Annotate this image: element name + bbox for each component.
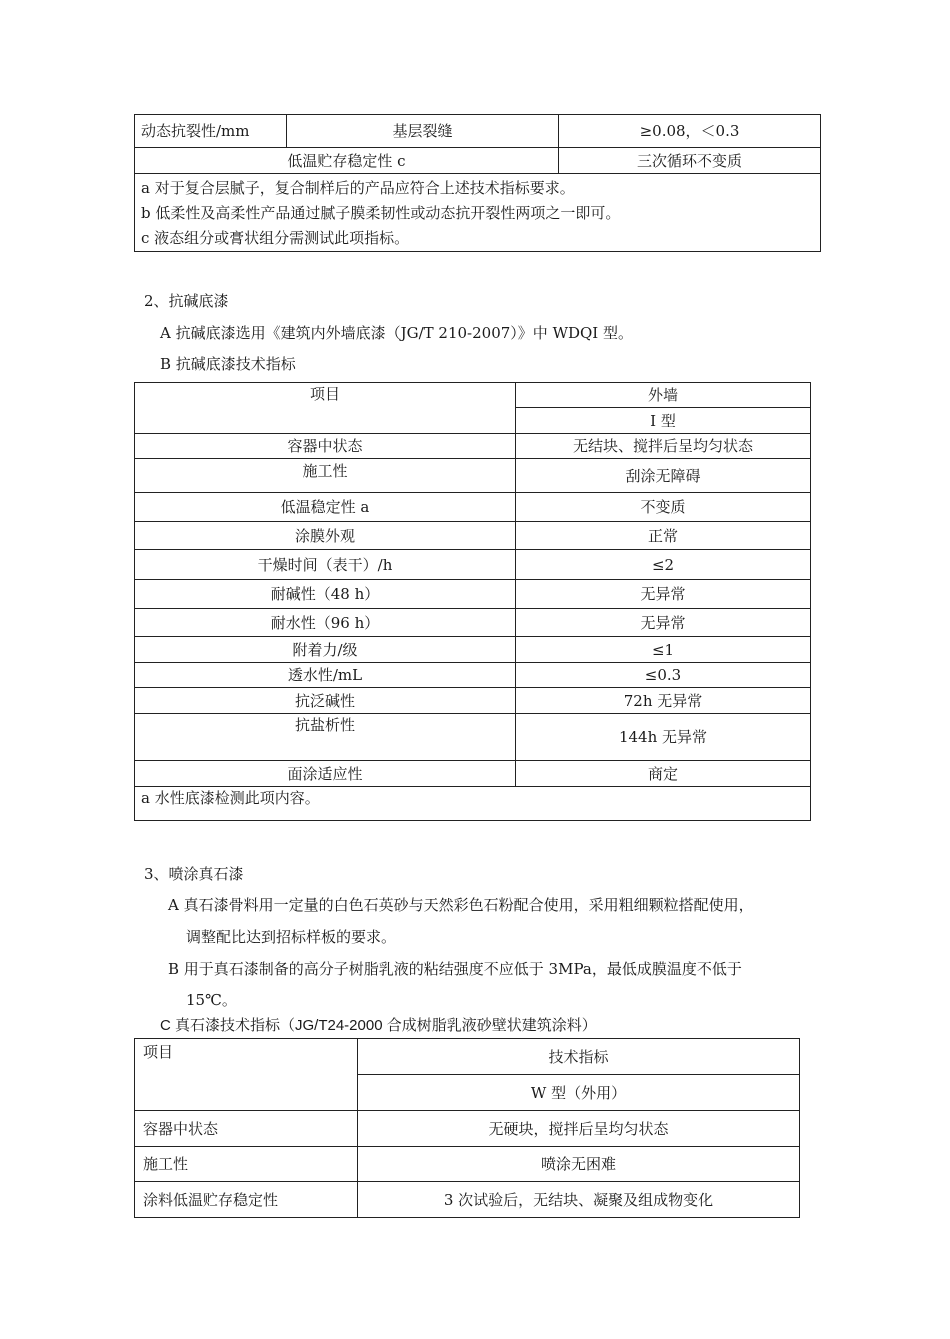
table-row bbox=[135, 1111, 800, 1147]
table-putty-tail bbox=[134, 114, 821, 252]
table-cell: 施工性 bbox=[135, 1147, 358, 1182]
table-row bbox=[135, 148, 821, 174]
table-row bbox=[135, 459, 811, 493]
note-line: c 液态组分或膏状组分需测试此项指标。 bbox=[141, 229, 410, 247]
table-primer-specs bbox=[134, 382, 811, 821]
table-cell: 面涂适应性 bbox=[135, 761, 516, 787]
paragraph: 15℃。 bbox=[186, 991, 237, 1009]
notes-cell bbox=[135, 174, 821, 252]
paragraph: 调整配比达到招标样板的要求。 bbox=[186, 928, 397, 946]
table-header-item: 项目 bbox=[135, 1039, 358, 1111]
table-cell: 附着力/级 bbox=[135, 637, 516, 663]
paragraph: B 用于真石漆制备的高分子树脂乳液的粘结强度不应低于 3MPa，最低成膜温度不低于 bbox=[168, 960, 742, 978]
table-row bbox=[135, 688, 811, 714]
table-cell: 无硬块，搅拌后呈均匀状态 bbox=[358, 1111, 800, 1147]
table-row bbox=[135, 174, 821, 252]
table-row bbox=[135, 1182, 800, 1218]
table-row bbox=[135, 580, 811, 609]
table-cell: 施工性 bbox=[135, 459, 516, 493]
table-cell: 不变质 bbox=[516, 493, 811, 522]
table-row bbox=[135, 637, 811, 663]
table-cell: ≤1 bbox=[516, 637, 811, 663]
table-cell: 涂膜外观 bbox=[135, 522, 516, 550]
table-stone-paint-specs bbox=[134, 1038, 800, 1218]
paragraph: B 抗碱底漆技术指标 bbox=[160, 355, 296, 373]
table-row bbox=[135, 761, 811, 787]
table-header-type: I 型 bbox=[516, 408, 811, 434]
table-cell: 基层裂缝 bbox=[287, 115, 559, 148]
table-cell: 容器中状态 bbox=[135, 434, 516, 459]
table-cell: 容器中状态 bbox=[135, 1111, 358, 1147]
table-cell: 3 次试验后，无结块、凝聚及组成物变化 bbox=[358, 1182, 800, 1218]
table-row bbox=[135, 493, 811, 522]
table-cell: 低温贮存稳定性 c bbox=[135, 148, 559, 174]
table-row bbox=[135, 663, 811, 688]
section-heading: 2、抗碱底漆 bbox=[144, 292, 229, 310]
table-cell: 144h 无异常 bbox=[516, 714, 811, 761]
table-cell: 无异常 bbox=[516, 580, 811, 609]
note-line: a 对于复合层腻子，复合制样后的产品应符合上述技术指标要求。 bbox=[141, 179, 575, 197]
table-header-item: 项目 bbox=[135, 383, 516, 434]
table-cell: 耐碱性（48 h） bbox=[135, 580, 516, 609]
paragraph: C 真石漆技术指标（JG/T24-2000 合成树脂乳液砂壁状建筑涂料） bbox=[160, 1017, 597, 1034]
section-heading: 3、喷涂真石漆 bbox=[144, 865, 244, 883]
table-row bbox=[135, 787, 811, 821]
table-row bbox=[135, 522, 811, 550]
table-header-group: 技术指标 bbox=[358, 1039, 800, 1075]
table-header-type: W 型（外用） bbox=[358, 1075, 800, 1111]
note-line: b 低柔性及高柔性产品通过腻子膜柔韧性或动态抗开裂性两项之一即可。 bbox=[141, 204, 621, 222]
table-cell: 三次循环不变质 bbox=[559, 148, 821, 174]
table-cell: 正常 bbox=[516, 522, 811, 550]
table-row bbox=[135, 1147, 800, 1182]
table-cell: 低温稳定性 a bbox=[135, 493, 516, 522]
table-row bbox=[135, 550, 811, 580]
table-cell: 72h 无异常 bbox=[516, 688, 811, 714]
paragraph: A 抗碱底漆选用《建筑内外墙底漆（JG/T 210-2007）》中 WDQI 型。 bbox=[160, 324, 634, 342]
table-cell: 涂料低温贮存稳定性 bbox=[135, 1182, 358, 1218]
table-cell: 干燥时间（表干）/h bbox=[135, 550, 516, 580]
table-row bbox=[135, 714, 811, 761]
table-cell: ≤2 bbox=[516, 550, 811, 580]
table-cell: 抗盐析性 bbox=[135, 714, 516, 761]
table-cell: 商定 bbox=[516, 761, 811, 787]
table-header-group: 外墙 bbox=[516, 383, 811, 408]
table-cell: 耐水性（96 h） bbox=[135, 609, 516, 637]
table-cell: ≥0.08，＜0.3 bbox=[559, 115, 821, 148]
table-cell: 无异常 bbox=[516, 609, 811, 637]
table-cell: 无结块、搅拌后呈均匀状态 bbox=[516, 434, 811, 459]
table-cell: 动态抗裂性/mm bbox=[135, 115, 287, 148]
table-row bbox=[135, 115, 821, 148]
table-row bbox=[135, 434, 811, 459]
table-row bbox=[135, 383, 811, 408]
table-row bbox=[135, 609, 811, 637]
paragraph: A 真石漆骨料用一定量的白色石英砂与天然彩色石粉配合使用，采用粗细颗粒搭配使用， bbox=[168, 896, 754, 914]
table-cell: 抗泛碱性 bbox=[135, 688, 516, 714]
table-note: a 水性底漆检测此项内容。 bbox=[135, 787, 811, 821]
table-row bbox=[135, 1039, 800, 1075]
table-cell: 刮涂无障碍 bbox=[516, 459, 811, 493]
table-cell: 透水性/mL bbox=[135, 663, 516, 688]
table-cell: ≤0.3 bbox=[516, 663, 811, 688]
table-cell: 喷涂无困难 bbox=[358, 1147, 800, 1182]
